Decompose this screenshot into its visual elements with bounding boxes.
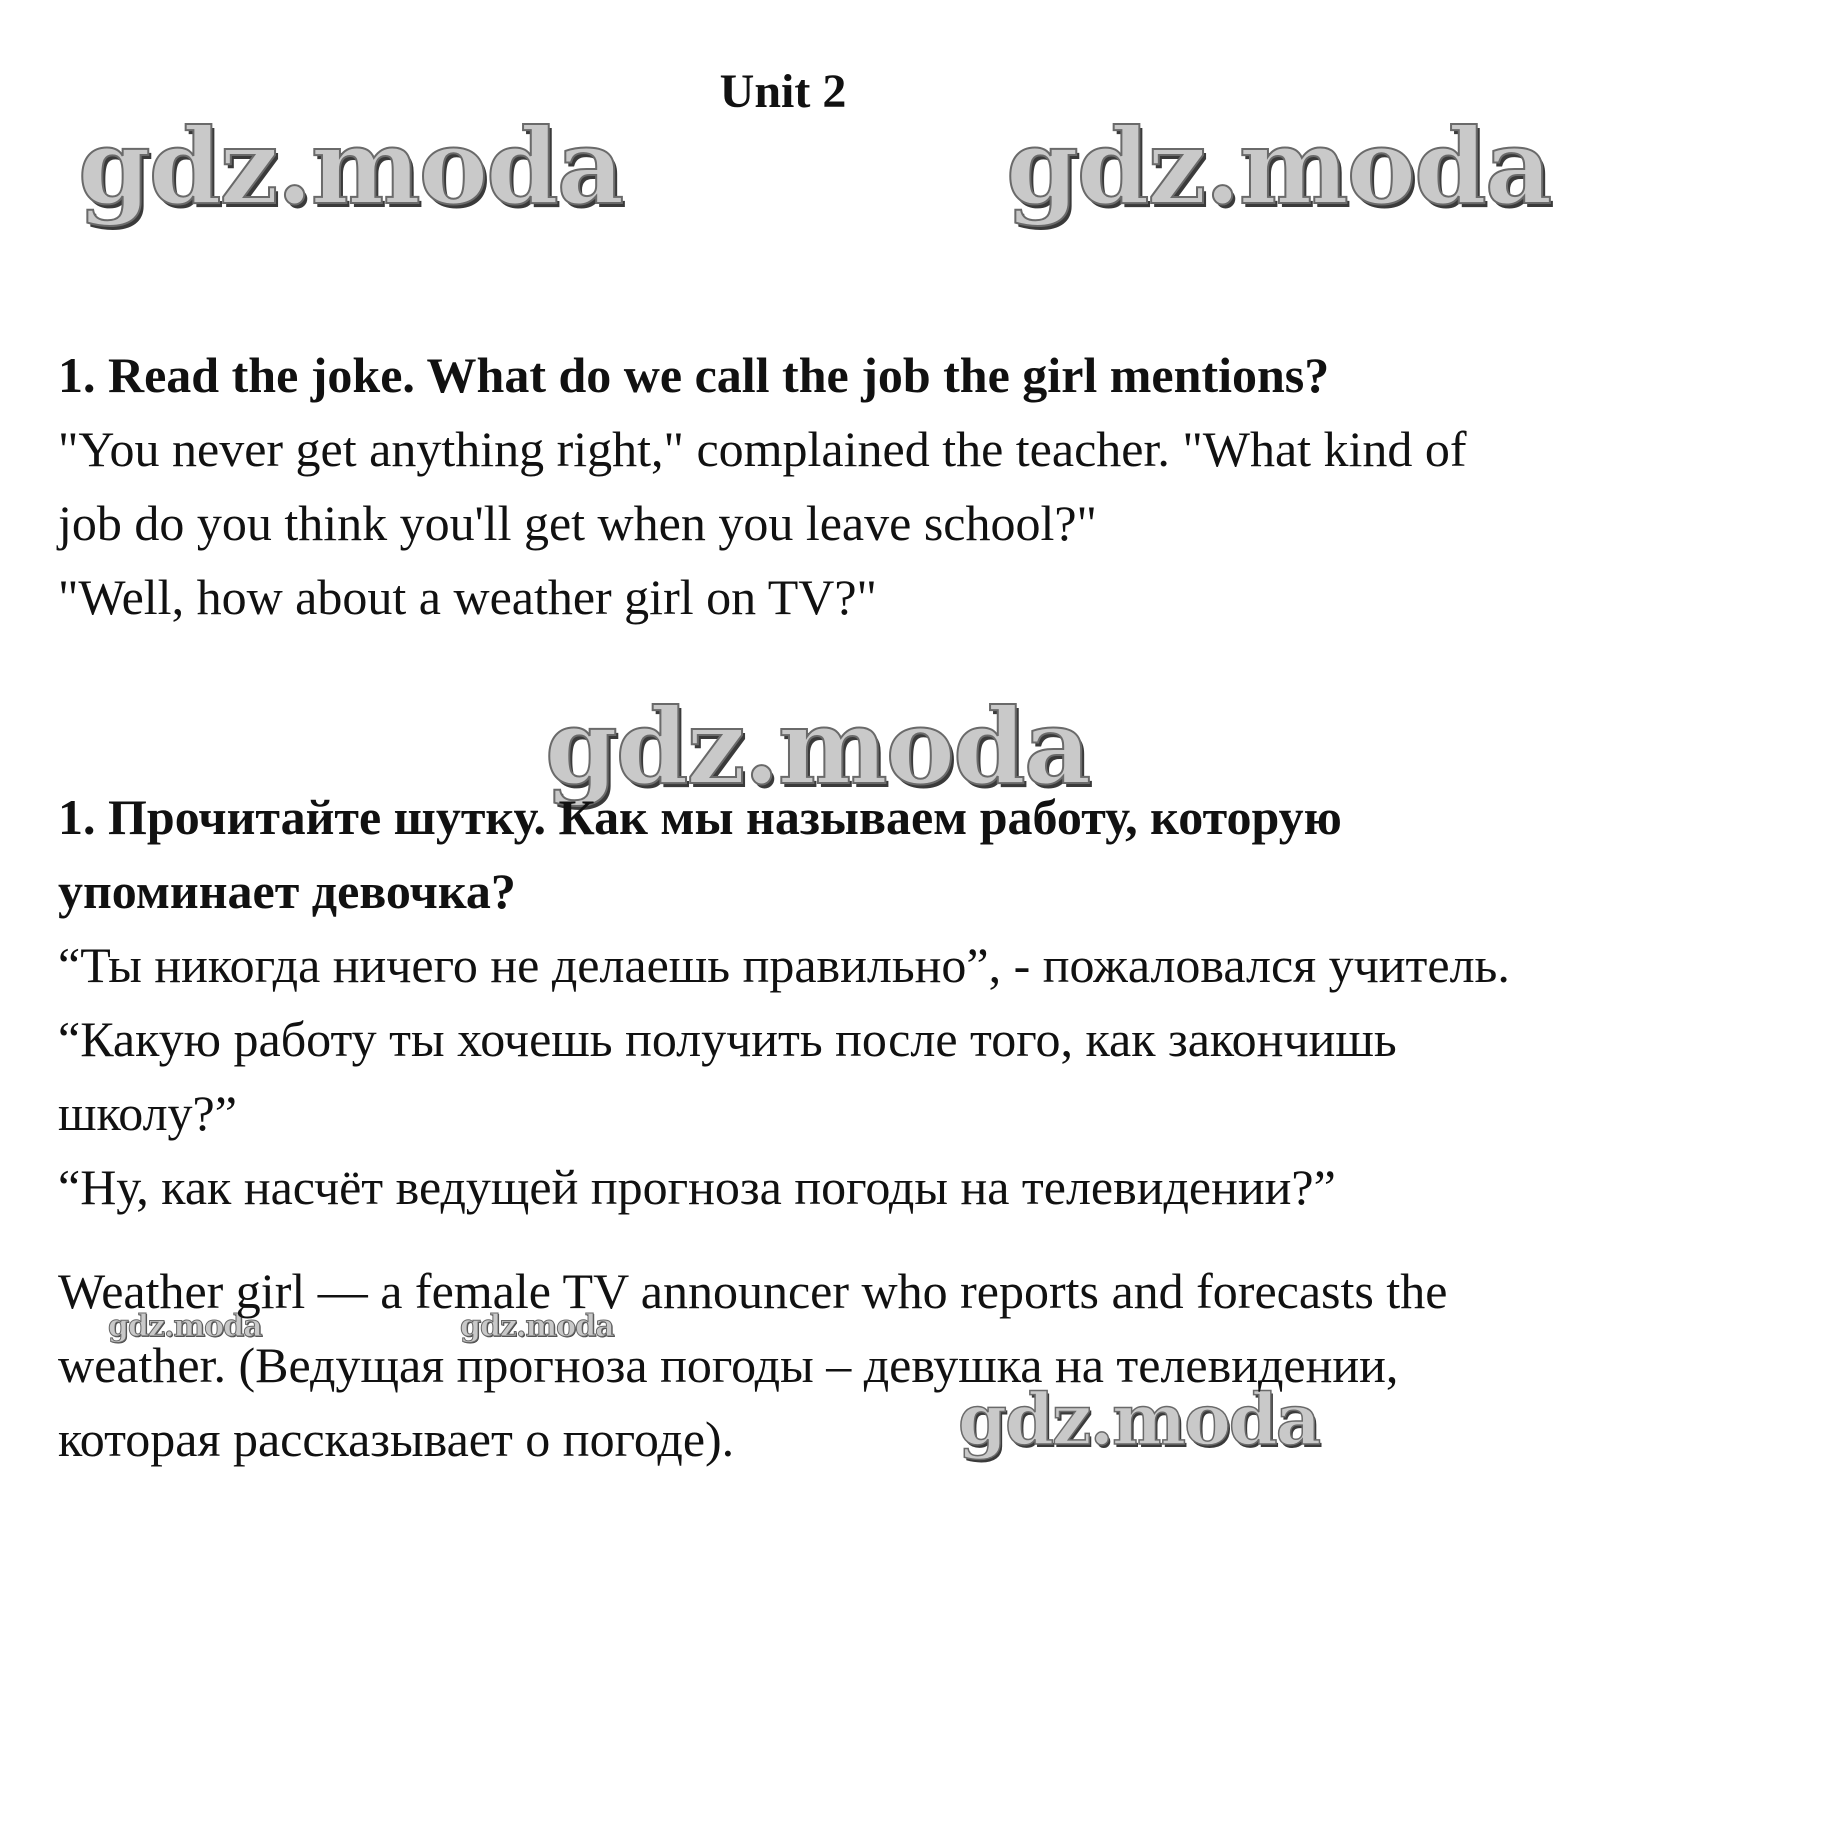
- english-joke-line-1: "You never get anything right," complained the teacher. "What kind of: [58, 421, 1467, 477]
- watermark-top-right: gdz.moda: [1006, 105, 1551, 228]
- russian-joke-line-3: школу?”: [58, 1085, 237, 1141]
- watermark-small-left: gdz.moda: [108, 1309, 262, 1344]
- english-task: [58, 338, 1798, 634]
- watermark-center: gdz.moda: [545, 685, 1090, 808]
- definition-line-2: weather. (Ведущая прогноза погоды – девушка на телевидении,: [58, 1337, 1399, 1393]
- russian-joke-line-2: “Какую работу ты хочешь получить после того, как закончишь: [58, 1011, 1397, 1067]
- english-heading: 1. Read the joke. What do we call the job the girl mentions?: [58, 347, 1330, 403]
- watermark-small-center: gdz.moda: [460, 1309, 614, 1344]
- english-joke-line-3: "Well, how about a weather girl on TV?": [58, 569, 877, 625]
- russian-heading-line-1: 1. Прочитайте шутку. Как мы называем работу, которую: [58, 789, 1342, 845]
- definition-line-3: которая рассказывает о погоде).: [58, 1411, 735, 1467]
- watermark-top-left: gdz.moda: [78, 105, 623, 228]
- russian-task: [58, 780, 1798, 1224]
- russian-heading-line-2: упоминает девочка?: [58, 863, 516, 919]
- watermark-bottom: gdz.moda: [958, 1378, 1320, 1461]
- english-joke-line-2: job do you think you'll get when you leave school?": [58, 495, 1097, 551]
- russian-joke-line-1: “Ты никогда ничего не делаешь правильно”, - пожаловался учитель.: [58, 937, 1510, 993]
- definition-answer: [58, 1254, 1798, 1476]
- russian-joke-line-4: “Ну, как насчёт ведущей прогноза погоды на телевидении?”: [58, 1159, 1336, 1215]
- definition-line-1: Weather girl — a female TV announcer who reports and forecasts the: [58, 1263, 1448, 1319]
- unit-title: Unit 2: [719, 65, 847, 118]
